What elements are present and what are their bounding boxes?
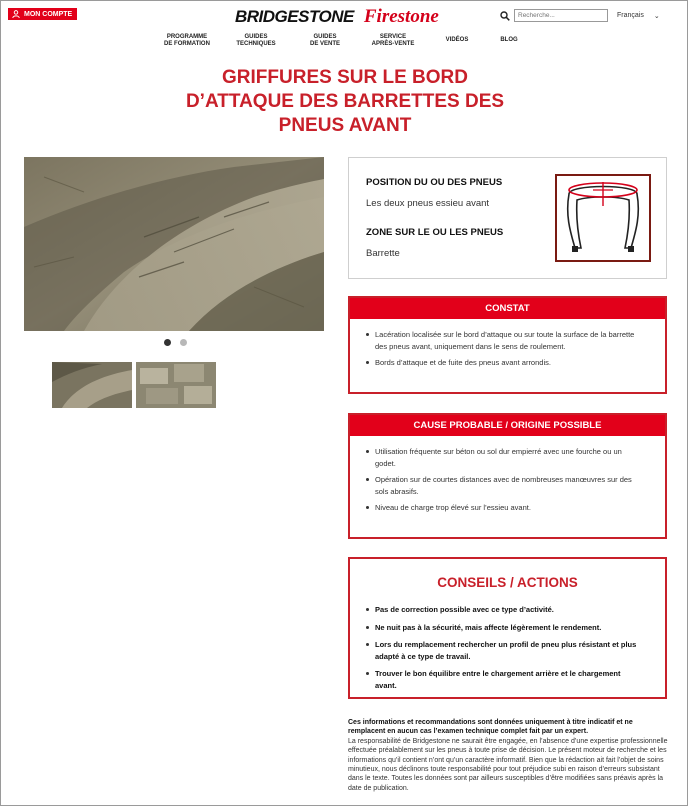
tire-tread-photo [24, 157, 324, 331]
disclaimer-text: La responsabilité de Bridgestone ne saurait être engagée, en l’absence d’une expertise professionnelle effectuée préalablement sur les pneus à toute prise de décision. Le présent moteur de recherche et les informations qu’il contient n’ont qu’un caractère informatif. Bien que la rédaction ait fait l’objet de soins minutieux, nous déclinons toute responsabilité pour tout préjudice subi en raison d’erreurs subsistant dans le texte. Toutes les données sont par ailleurs susceptibles d’être modifiées sans préavis après la date de publication. [348, 737, 668, 792]
cause-heading: CAUSE PROBABLE / ORIGINE POSSIBLE [350, 415, 665, 436]
list-item: Pas de correction possible avec ce type d’activité. [366, 604, 643, 616]
tire-photo-main[interactable] [24, 157, 324, 331]
page-title: GRIFFURES SUR LE BORD D’ATTAQUE DES BARRETTES DES PNEUS AVANT [185, 67, 505, 136]
nav-label-line1: PROGRAMME [166, 34, 208, 40]
search-icon[interactable] [500, 11, 510, 21]
nav-label-line2: DE FORMATION [164, 41, 210, 47]
constat-heading: CONSTAT [350, 298, 665, 319]
search-input[interactable] [514, 9, 608, 22]
list-item: Lacération localisée sur le bord d’attaque ou sur toute la surface de la barrette des pneus avant, uniquement dans le sens de roulement. [366, 329, 643, 352]
user-icon [12, 10, 20, 18]
list-item: Bords d’attaque et de fuite des pneus avant arrondis. [366, 357, 643, 369]
carousel-dots [164, 339, 187, 346]
search-bar [500, 9, 608, 22]
carousel-dot-1[interactable] [164, 339, 171, 346]
thumbnail-photo [136, 362, 216, 408]
nav-item-guides-vente[interactable] [296, 34, 354, 48]
nav-label-line2: APRÈS-VENTE [371, 41, 415, 47]
thumbnail-1[interactable] [52, 362, 132, 408]
my-account-label: MON COMPTE [24, 10, 73, 18]
zone-value: Barrette [366, 248, 400, 259]
list-item: Utilisation fréquente sur béton ou sol dur empierré avec une fourche ou un godet. [366, 446, 643, 469]
constat-list [350, 319, 665, 369]
nav-label-line1: BLOG [500, 37, 518, 43]
position-heading: POSITION DU OU DES PNEUS [366, 177, 503, 188]
brand-logos[interactable] [235, 6, 439, 28]
cause-card [348, 413, 667, 539]
nav-label-line1: SERVICE [379, 34, 407, 40]
nav-label-line1: VIDÉOS [445, 37, 469, 43]
tire-position-card [348, 157, 667, 279]
nav-item-guides-techniques[interactable] [226, 34, 286, 48]
list-item: Trouver le bon équilibre entre le chargement arrière et le chargement avant. [366, 668, 643, 691]
list-item: Ne nuit pas à la sécurité, mais affecte légèrement le rendement. [366, 622, 643, 634]
nav-label-line1: GUIDES [313, 34, 337, 40]
disclaimer-bold: Ces informations et recommandations sont données uniquement à titre indicatif et ne remplacent en aucun cas l’examen technique complet fait par un expert. [348, 719, 633, 736]
bridgestone-logo[interactable]: BRIDGESTONE [235, 7, 354, 26]
position-value: Les deux pneus essieu avant [366, 198, 490, 209]
language-label: Français [617, 12, 644, 19]
nav-label-line1: GUIDES [244, 34, 268, 40]
nav-item-blog[interactable] [491, 37, 527, 44]
list-item: Lors du remplacement rechercher un profil de pneu plus résistant et plus adapté à ce type de travail. [366, 639, 643, 662]
main-nav [0, 34, 688, 54]
list-item: Opération sur de courtes distances avec de nombreuses manœuvres sur des sols abrasifs. [366, 474, 643, 497]
nav-label-line2: DE VENTE [309, 41, 340, 47]
my-account-button[interactable] [8, 8, 77, 20]
nav-item-formation[interactable] [157, 34, 217, 48]
language-select[interactable] [617, 12, 660, 20]
carousel-dot-2[interactable] [180, 339, 187, 346]
chevron-down-icon: ⌄ [653, 13, 660, 20]
disclaimer [348, 718, 670, 793]
nav-item-service[interactable] [363, 34, 423, 48]
thumbnail-2[interactable] [136, 362, 216, 408]
tire-diagram [555, 174, 651, 262]
nav-item-videos[interactable] [437, 37, 477, 44]
cause-list [350, 436, 665, 514]
zone-heading: ZONE SUR LE OU LES PNEUS [366, 227, 504, 238]
conseils-card [348, 557, 667, 699]
thumbnail-photo [52, 362, 132, 408]
conseils-heading: CONSEILS / ACTIONS [437, 575, 578, 590]
tire-cross-section-icon [557, 176, 649, 260]
firestone-logo[interactable]: Firestone [363, 6, 439, 27]
list-item: Niveau de charge trop élevé sur l’essieu avant. [366, 502, 643, 514]
constat-card [348, 296, 667, 394]
conseils-list [350, 590, 665, 691]
nav-label-line2: TECHNIQUES [236, 41, 276, 47]
